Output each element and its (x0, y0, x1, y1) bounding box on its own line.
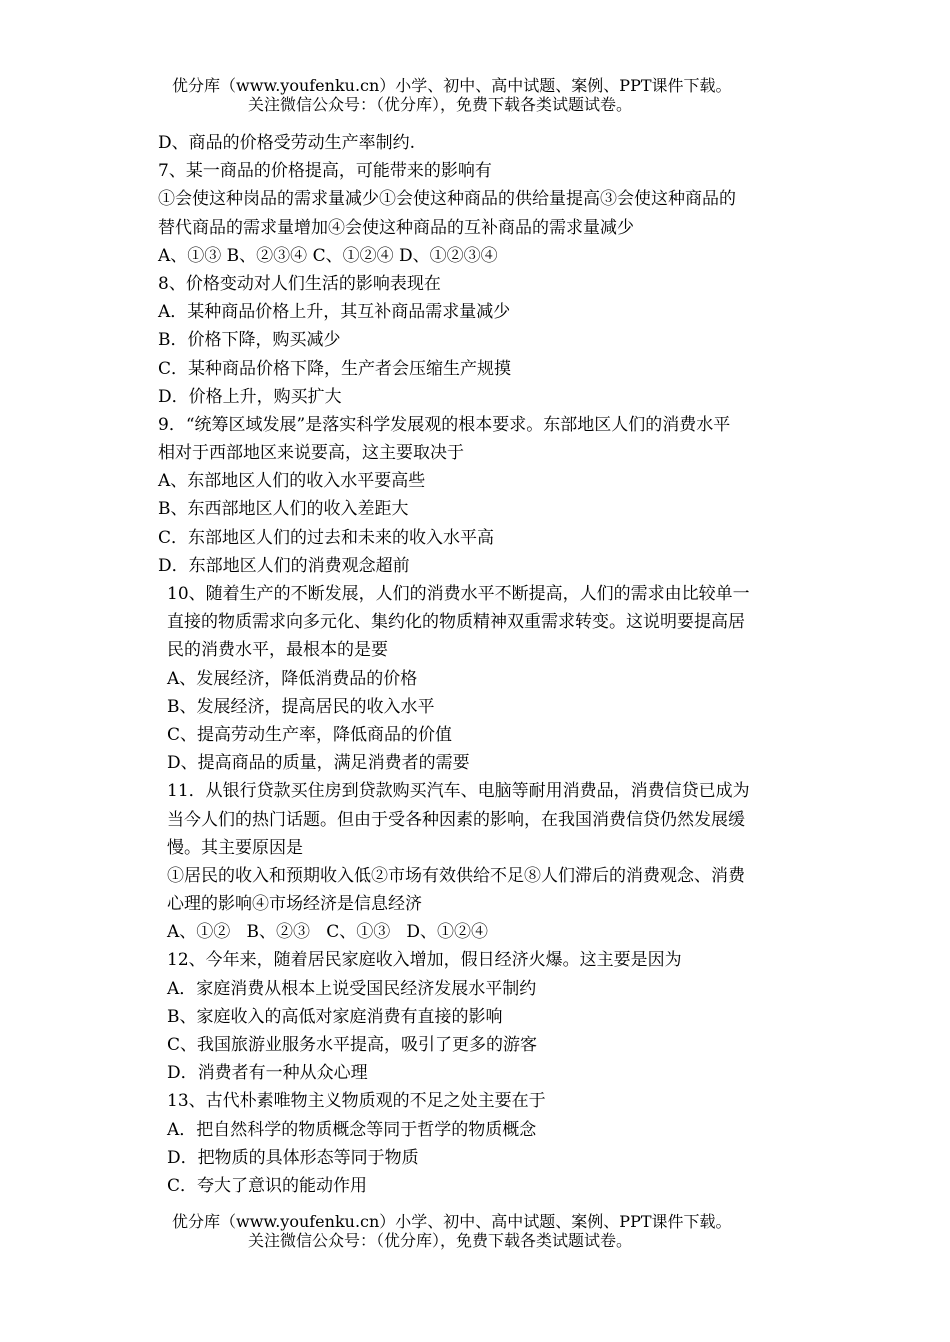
question-13-stem: 13、古代朴素唯物主义物质观的不足之处主要在于 (167, 1091, 546, 1112)
question-7-stem: 7、某一商品的价格提高，可能带来的影响有 (158, 161, 492, 182)
page-footer (0, 1212, 950, 1250)
answer-options: A、①② B、②③ C、①③ D、①②④ (167, 922, 489, 943)
option-b: B、家庭收入的高低对家庭消费有直接的影响 (167, 1006, 503, 1027)
option-a: A．把自然科学的物质概念等同于哲学的物质概念 (167, 1119, 537, 1140)
question-11-stem: 11．从银行贷款买住房到贷款购买汽车、电脑等耐用消费品，消费信贷已成为 (167, 781, 750, 802)
option-c: C．东部地区人们的过去和未来的收入水平高 (158, 527, 495, 548)
option-d: D．东部地区人们的消费观念超前 (158, 555, 410, 576)
text-line: 心理的影响④市场经济是信息经济 (167, 894, 422, 915)
header-line-1: 优分库（www.youfenku.cn）小学、初中、高中试题、案例、PPT课件下载。 (172, 76, 732, 95)
text-line: 慢。其主要原因是 (167, 837, 303, 858)
footer-line-2: 关注微信公众号：（优分库），免费下载各类试题试卷。 (248, 1231, 633, 1250)
question-body (158, 129, 828, 1200)
question-10-stem: 10、随着生产的不断发展，人们的消费水平不断提高，人们的需求由比较单一 (167, 584, 750, 604)
text-line: 直接的物质需求向多元化、集约化的物质精神双重需求转变。这说明要提高居 (167, 612, 745, 633)
question-12-stem: 12、今年来，随着居民家庭收入增加，假日经济火爆。这主要是因为 (167, 950, 682, 971)
option-a: A．某种商品价格上升，其互补商品需求量减少 (158, 302, 511, 323)
question-8-stem: 8、价格变动对人们生活的影响表现在 (158, 273, 441, 294)
option-d: D、提高商品的质量，满足消费者的需要 (167, 753, 470, 774)
text-line: D、商品的价格受劳动生产率制约. (158, 133, 416, 153)
header-line-2: 关注微信公众号：（优分库），免费下载各类试题试卷。 (248, 95, 633, 114)
option-c: C．夸大了意识的能动作用 (167, 1175, 368, 1196)
option-c: C．某种商品价格下降，生产者会压缩生产规摸 (158, 358, 512, 379)
option-d: D．消费者有一种从众心理 (167, 1063, 368, 1084)
text-line: ①居民的收入和预期收入低②市场有效供给不足⑧人们滞后的消费观念、消费 (167, 865, 745, 886)
option-c: C、我国旅游业服务水平提高，吸引了更多的游客 (167, 1035, 538, 1055)
text-line: 相对于西部地区来说要高，这主要取决于 (158, 443, 464, 464)
option-b: B．价格下降，购买减少 (158, 330, 341, 351)
text-line: 替代商品的需求量增加④会使这种商品的互补商品的需求量减少 (158, 217, 634, 238)
option-a: A、东部地区人们的收入水平要高些 (158, 471, 426, 492)
option-d: D．把物质的具体形态等同于物质 (167, 1147, 419, 1168)
text-line: 民的消费水平，最根本的是要 (167, 640, 388, 661)
option-b: B、发展经济，提高居民的收入水平 (167, 696, 435, 717)
footer-line-1: 优分库（www.youfenku.cn）小学、初中、高中试题、案例、PPT课件下载。 (172, 1212, 732, 1231)
answer-options: A、①③ B、②③④ C、①②④ D、①②③④ (158, 245, 498, 266)
option-b: B、东西部地区人们的收入差距大 (158, 499, 409, 520)
text-line: ①会使这种岗品的需求量减少①会使这种商品的供给量提高③会使这种商品的 (158, 189, 736, 210)
option-d: D．价格上升，购买扩大 (158, 386, 342, 407)
option-a: A、发展经济，降低消费品的价格 (167, 668, 418, 689)
page-header (0, 76, 950, 114)
option-a: A．家庭消费从根本上说受国民经济发展水平制约 (167, 978, 537, 999)
text-line: 当今人们的热门话题。但由于受各种因素的影响，在我国消费信贷仍然发展缓 (167, 809, 745, 830)
option-c: C、提高劳动生产率，降低商品的价值 (167, 724, 453, 745)
question-9-stem: 9．“统筹区域发展”是落实科学发展观的根本要求。东部地区人们的消费水平 (158, 414, 731, 435)
